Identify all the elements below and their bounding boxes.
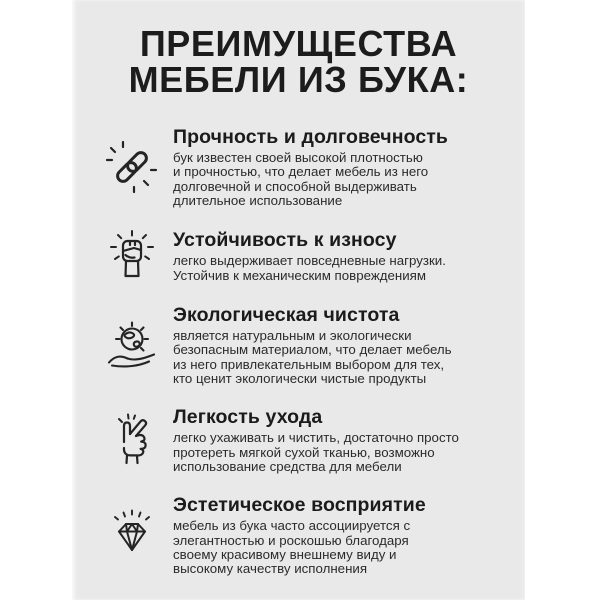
advantage-body-line: безопасным материалом, что делает мебель xyxy=(173,342,452,358)
advantage-body-line: и прочностью, что делает мебель из него xyxy=(173,164,429,180)
icon-box xyxy=(100,507,164,563)
advantage-texts xyxy=(173,304,525,386)
advantage-item-easy-care xyxy=(100,406,525,474)
advantage-item-durability xyxy=(100,126,525,208)
advantage-body-line: высокому качеству исполнения xyxy=(173,561,368,577)
advantage-body-line: использование средства для мебели xyxy=(173,458,402,474)
advantage-body-line: кто ценит экологически чистые продукты xyxy=(173,371,427,387)
advantage-body-line: протереть мягкой сухой тканью, возможно xyxy=(173,444,435,460)
advantage-body-line: бук известен своей высокой плотностью xyxy=(173,150,423,165)
fist-icon xyxy=(104,228,160,284)
advantage-texts xyxy=(173,494,525,576)
advantage-body-line: является натуральным и экологически xyxy=(173,328,412,344)
page-title-line-1: ПРЕИМУЩЕСТВА xyxy=(139,23,458,64)
advantage-body-line: длительное использование xyxy=(173,192,343,208)
eco-globe-hand-icon xyxy=(104,317,160,373)
advantages-list xyxy=(72,126,525,576)
icon-box xyxy=(100,412,164,468)
advantage-texts xyxy=(173,406,525,474)
advantage-body-line: из него привлекательным выбором для тех, xyxy=(173,356,445,372)
diamond-icon xyxy=(104,507,160,563)
advantage-body-line: мебель из бука часто ассоциируется с xyxy=(173,518,411,534)
advantage-body-line: легко ухаживать и чистить, достаточно просто xyxy=(173,430,459,446)
advantage-item-aesthetics xyxy=(100,494,525,576)
advantage-heading: Прочность и долговечность xyxy=(173,126,449,148)
advantage-texts xyxy=(173,126,525,208)
page-title-line-2: МЕБЕЛИ ИЗ БУКА: xyxy=(128,59,469,100)
advantage-heading: Легкость ухода xyxy=(173,406,323,429)
icon-box xyxy=(100,139,164,195)
advantage-heading: Устойчивость к износу xyxy=(173,229,397,252)
advantage-body-line: легко выдерживает повседневные нагрузки. xyxy=(173,253,446,269)
page-title xyxy=(78,23,519,100)
advantage-heading: Эстетическое восприятие xyxy=(173,494,426,517)
advantage-heading: Экологическая чистота xyxy=(173,304,400,327)
snap-fingers-icon xyxy=(104,412,160,468)
advantage-body-line: долговечной и способной выдерживать xyxy=(173,178,417,194)
advantage-item-eco xyxy=(100,304,525,386)
infographic-panel xyxy=(72,0,525,600)
advantage-body-line: своему красивому внешнему виду и xyxy=(173,546,397,562)
icon-box xyxy=(100,228,164,284)
advantage-texts xyxy=(173,229,525,283)
advantage-item-wear-resistance xyxy=(100,228,525,284)
broken-chain-icon xyxy=(104,139,160,195)
advantage-body-line: элегантностью и роскошью благодаря xyxy=(173,532,409,548)
icon-box xyxy=(100,317,164,373)
advantage-body-line: Устойчив к механическим повреждениям xyxy=(173,267,427,283)
